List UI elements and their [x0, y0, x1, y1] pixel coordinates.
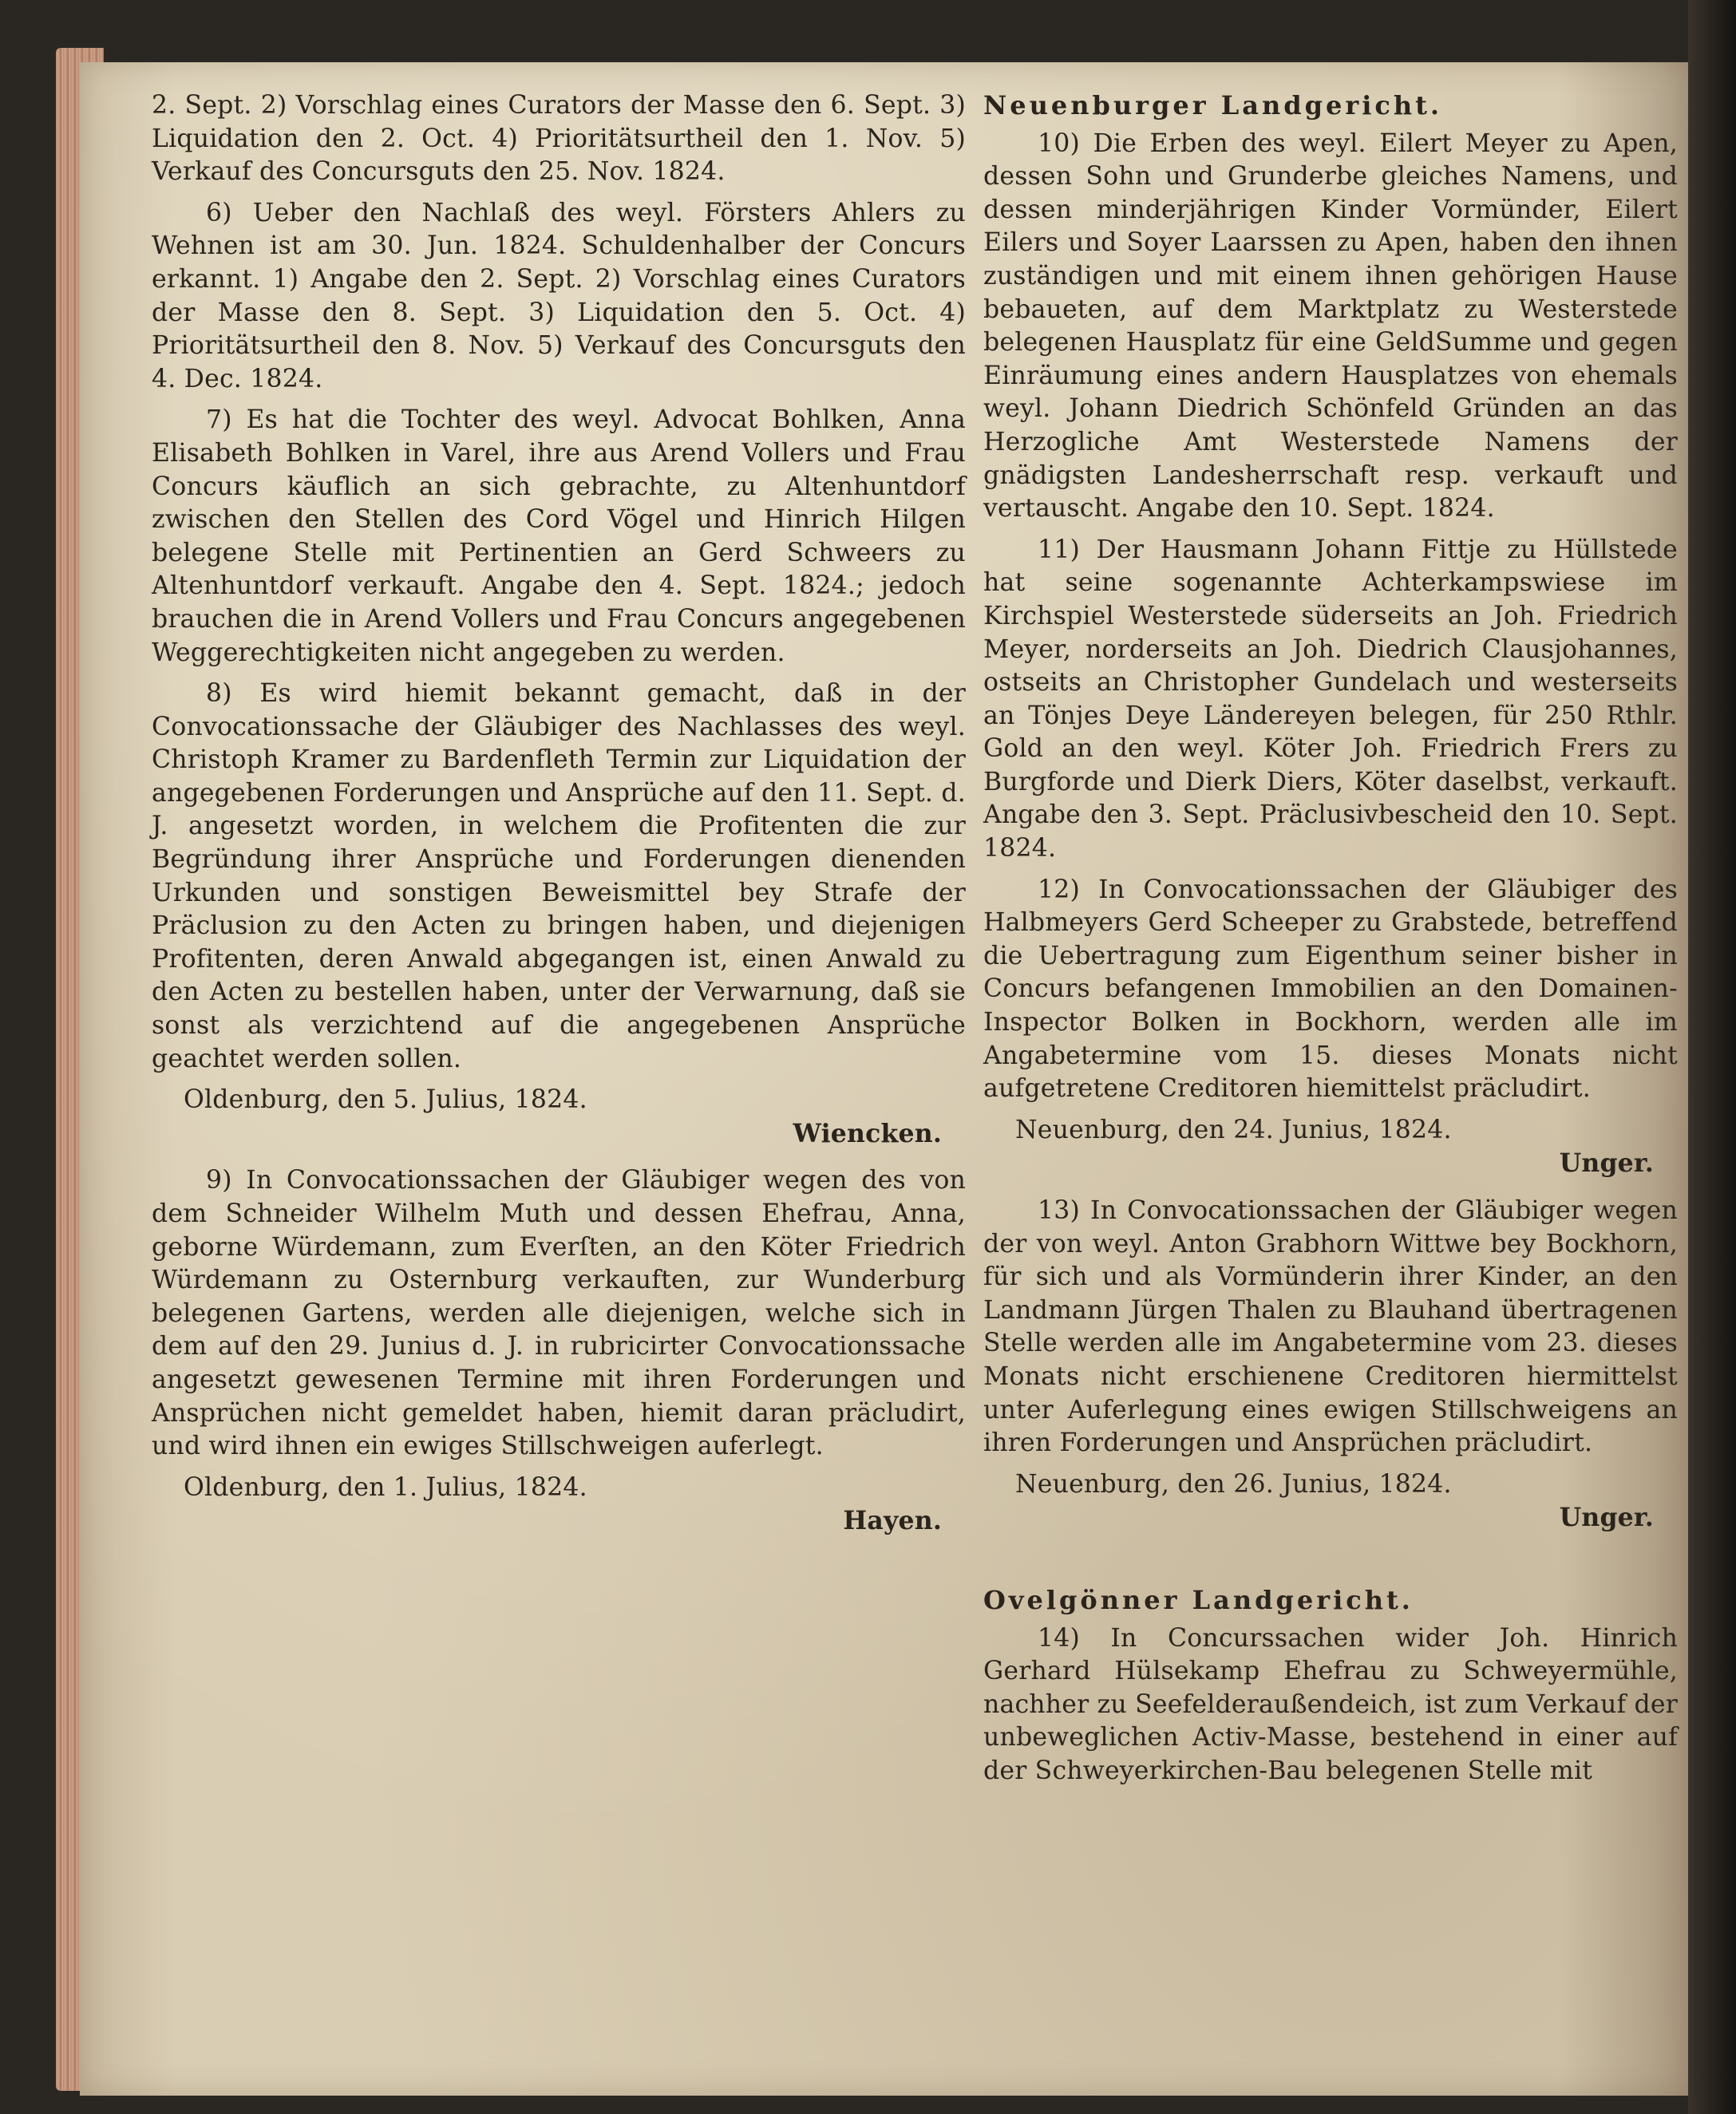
- dateline-neuenburg-26-june: Neuenburg, den 26. Junius, 1824.: [1015, 1469, 1452, 1499]
- paragraph-13: 13) In Convocationssachen der Gläubiger wegen der von weyl. Anton Grabhorn Wittwe bey Bockhorn, für sich und als Vormünderin ihrer Kinder, an den Landmann Jürgen Thalen zu Blauhand übertragenen Stelle werden alle im Angabetermine vom 23. dieses Monats nicht erschienene Creditoren hiermittelst unter Auferlegung eines ewigen Stillschweigens an ihren Forderungen und Ansprüchen präcludirt.: [983, 1196, 1678, 1458]
- scan-background: [1688, 0, 1736, 2114]
- heading-neuenburger-landgericht: Neuenburger Landgericht.: [983, 90, 1443, 121]
- paragraph-11: 11) Der Hausmann Johann Fittje zu Hüllstede hat seine sogenannte Achterkampswiese im Kirchspiel Westerstede süderseits an Joh. Friedrich Meyer, norderseits an Joh. Diedrich Clausjohannes, ostseits an Christopher Gundelach und westerseits an Tönjes Deye Ländereyen belegen, für 250 Rthlr. Gold an den weyl. Köter Joh. Friedrich Frers zu Burgforde und Dierk Diers, Köter daselbst, verkauft. Angabe den 3. Sept. Präclusivbescheid den 10. Sept. 1824.: [983, 535, 1678, 863]
- paragraph-14: 14) In Concurssachen wider Joh. Hinrich Gerhard Hülsekamp Ehefrau zu Schweyermühle, nachher zu Seefelderaußendeich, ist zum Verkauf der unbeweglichen Activ-Masse, bestehend in einer auf der Schweyerkirchen-Bau belegenen Stelle mit: [983, 1623, 1678, 1785]
- left-column: [152, 89, 966, 1552]
- right-column: [983, 89, 1678, 1796]
- signature-wiencken: Wiencken.: [793, 1118, 942, 1148]
- paragraph-9: 9) In Convocationssachen der Gläubiger wegen des von dem Schneider Wilhelm Muth und dessen Ehefrau, Anna, geborne Würdemann, zum Everſten, an den Köter Friedrich Würdemann zu Osternburg verkauften, zur Wunderburg belegenen Gartens, werden alle diejenigen, welche sich in dem auf den 29. Junius d. J. in rubricirter Convocationssache angesetzt gewesenen Termine mit ihren Forderungen und Ansprüchen nicht gemeldet haben, hiemit daran präcludirt, und wird ihnen ein ewiges Stillschweigen auferlegt.: [152, 1166, 966, 1461]
- paragraph-6: 6) Ueber den Nachlaß des weyl. Försters Ahlers zu Wehnen ist am 30. Jun. 1824. Schuldenhalber der Concurs erkannt. 1) Angabe den 2. Sept. 2) Vorschlag eines Curators der Masse den 8. Sept. 3) Liquidation den 5. Oct. 4) Prioritätsurtheil den 8. Nov. 5) Verkauf des Concursguts den 4. Dec. 1824.: [152, 198, 966, 393]
- dateline-oldenburg-5-july: Oldenburg, den 5. Julius, 1824.: [184, 1085, 587, 1115]
- paragraph-8: 8) Es wird hiemit bekannt gemacht, daß in der Convocationssache der Gläubiger des Nachlasses des weyl. Christoph Kramer zu Bardenfleth Termin zur Liquidation der angegebenen Forderungen und Ansprüche auf den 11. Sept. d. J. angesetzt worden, in welchem die Profitenten die zur Begründung ihrer Ansprüche und Forderungen dienenden Urkunden und sonstigen Beweismittel bey Strafe der Präclusion zu den Acten zu bringen haben, und diejenigen Profitenten, deren Anwald abgegangen ist, einen Anwald zu den Acten zu bestellen haben, unter der Verwarnung, daß sie sonst als verzichtend auf die angegebenen Ansprüche geachtet werden sollen.: [152, 679, 966, 1073]
- paragraph-12: 12) In Convocationssachen der Gläubiger des Halbmeyers Gerd Scheeper zu Grabstede, betreffend die Uebertragung zum Eigenthum seiner bisher in Concurs befangenen Immobilien an den Domainen-Inspector Bolken in Bockhorn, werden alle im Angabetermine vom 15. dieses Monats nicht aufgetretene Creditoren hiemittelst präcludirt.: [983, 875, 1678, 1104]
- dateline-oldenburg-1-july: Oldenburg, den 1. Julius, 1824.: [184, 1472, 587, 1502]
- paragraph-5-continued: 2. Sept. 2) Vorschlag eines Curators der Masse den 6. Sept. 3) Liquidation den 2. Oct. 4) Prioritätsurtheil den 1. Nov. 5) Verkauf des Concursguts den 25. Nov. 1824.: [152, 91, 966, 187]
- signature-unger-1: Unger.: [1559, 1148, 1654, 1179]
- signature-hayen: Hayen.: [843, 1506, 942, 1536]
- paragraph-7: 7) Es hat die Tochter des weyl. Advocat Bohlken, Anna Elisabeth Bohlken in Varel, ihre aus Arend Vollers und Frau Concurs käuflich an sich gebrachte, zu Altenhuntdorf zwischen den Stellen des Cord Vögel und Hinrich Hilgen belegene Stelle mit Pertinentien an Gerd Schweers zu Altenhuntdorf verkauft. Angabe den 4. Sept. 1824.; jedoch brauchen die in Arend Vollers und Frau Concurs angegebenen Weggerechtigkeiten nicht angegeben zu werden.: [152, 405, 966, 667]
- signature-unger-2: Unger.: [1559, 1503, 1654, 1533]
- heading-ovelgoenner-landgericht: Ovelgönner Landgericht.: [983, 1584, 1414, 1615]
- paragraph-10: 10) Die Erben des weyl. Eilert Meyer zu Apen, dessen Sohn und Grunderbe gleiches Namens, und dessen minderjährigen Kinder Vormünder, Eilert Eilers und Soyer Laarssen zu Apen, haben den ihnen zuständigen und mit einem ihnen gehörigen Hause bebaueten, auf dem Marktplatz zu Westerstede belegenen Hausplatz für eine GeldSumme und gegen Einräumung eines andern Hausplatzes von ehemals weyl. Johann Diedrich Schönfeld Gründen an das Herzogliche Amt Westerstede Namens der gnädigsten Landesherrschaft resp. verkauft und vertauscht. Angabe den 10. Sept. 1824.: [983, 128, 1678, 524]
- dateline-neuenburg-24-june: Neuenburg, den 24. Junius, 1824.: [1015, 1115, 1452, 1144]
